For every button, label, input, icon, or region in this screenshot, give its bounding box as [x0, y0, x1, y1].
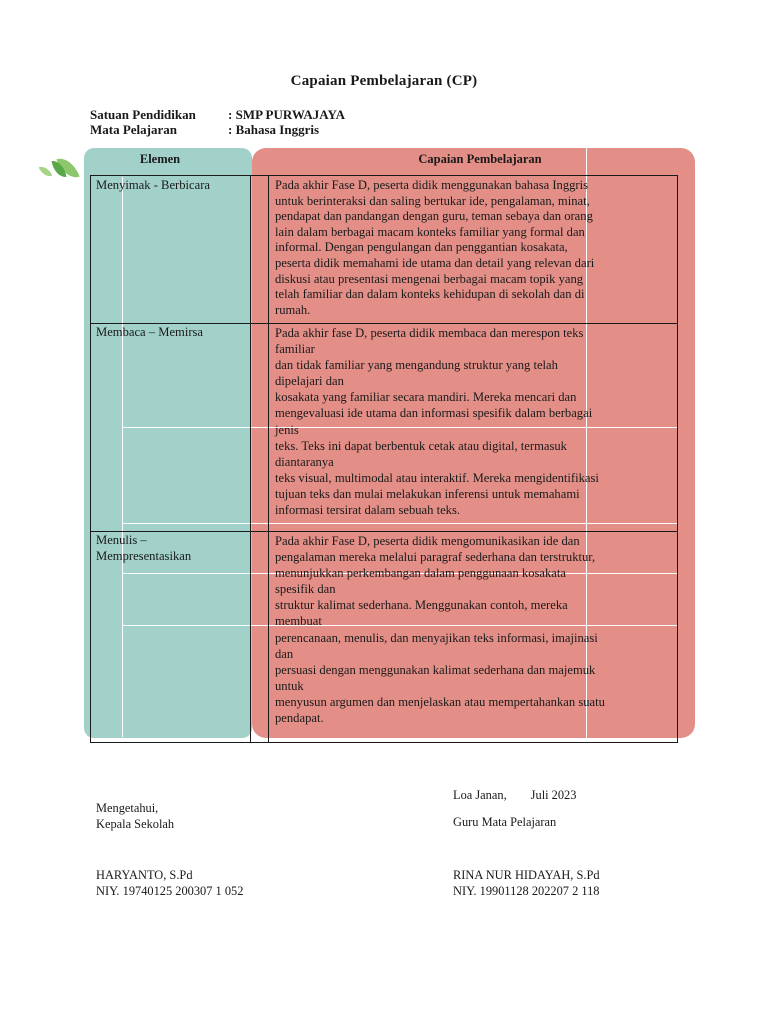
cp-line: kosakata yang familiar secara mandiri. Mereka mencari dan: [275, 390, 577, 405]
cp-line: dan tidak familiar yang mengandung struktur yang telah: [275, 358, 558, 373]
table-border-bottom: [90, 742, 678, 743]
table-row-elemen: [96, 533, 191, 564]
meta-label: Satuan Pendidikan: [90, 107, 196, 122]
signature-left: [96, 801, 174, 832]
document-title: Capaian Pembelajaran (CP): [290, 73, 478, 89]
cp-line: pengalaman mereka melalui paragraf sederhana dan terstruktur,: [275, 550, 596, 565]
table-column-divider: [268, 175, 269, 743]
cp-line: menunjukkan perkembangan dalam penggunaan kosakata: [275, 566, 566, 581]
cp-line: teks visual, multimodal atau interaktif. Mereka mengidentifikasi: [275, 470, 599, 485]
meta-label: Mata Pelajaran: [90, 122, 178, 137]
elemen-line: Membaca – Memirsa: [96, 325, 204, 339]
cp-line: menyusun argumen dan menjelaskan atau mempertahankan suatu: [275, 694, 605, 709]
cp-line: diantaranya: [275, 454, 334, 469]
cp-line: telah familiar dan dalam konteks kehidupan di sekolah dan di: [275, 287, 585, 302]
meta-value: : Bahasa Inggris: [228, 122, 320, 137]
table-row-divider: [90, 323, 678, 324]
cp-line: informasi tersirat dalam sebuah teks.: [275, 503, 461, 518]
elemen-line: Menyimak - Berbicara: [96, 178, 210, 192]
signature-place-date: [453, 788, 576, 804]
cp-line: pendapat.: [275, 711, 324, 726]
cp-line: untuk: [275, 678, 304, 693]
cp-line: jenis: [275, 422, 299, 437]
cp-line: untuk berinteraksi dan saling bertukar ide, pengalaman, minat,: [275, 193, 590, 208]
signature-right-id: NIY. 19901128 202207 2 118: [453, 883, 600, 898]
cp-line: mengevaluasi ide utama dan informasi spesifik dalam berbagai: [275, 406, 593, 421]
cp-line: dan: [275, 646, 294, 661]
signature-left-line2: Kepala Sekolah: [96, 816, 175, 831]
cp-line: diskusi atau presentasi mengenai berbagai macam topik yang: [275, 271, 584, 286]
signature-right-identity: [453, 868, 600, 899]
table-row-cp: [275, 533, 605, 726]
cp-line: familiar: [275, 342, 315, 357]
cp-line: Pada akhir Fase D, peserta didik menggunakan bahasa Inggris: [275, 178, 589, 192]
signature-right-name: RINA NUR HIDAYAH, S.Pd: [453, 868, 600, 882]
cp-line: peserta didik memahami ide utama dan detail yang relevan dari: [275, 255, 595, 270]
panel-guide-line: [122, 523, 677, 524]
cp-line: Pada akhir Fase D, peserta didik mengomunikasikan ide dan: [275, 534, 580, 548]
signature-left-identity: [96, 868, 243, 899]
cp-line: struktur kalimat sederhana. Menggunakan contoh, mereka: [275, 598, 568, 613]
cp-line: Pada akhir fase D, peserta didik membaca dan merespon teks: [275, 326, 584, 340]
signature-place: Loa Janan,: [453, 788, 507, 802]
signature-date: Juli 2023: [530, 788, 577, 802]
cp-line: teks. Teks ini dapat berbentuk cetak atau digital, termasuk: [275, 438, 567, 453]
cp-line: informal. Dengan pengulangan dan penggantian kosakata,: [275, 240, 568, 255]
meta-row-school: [90, 107, 345, 123]
signature-left-line1: Mengetahui,: [96, 801, 159, 815]
leaf-icon: [40, 154, 85, 186]
table-row-elemen: [96, 178, 210, 194]
cp-line: dipelajari dan: [275, 374, 344, 389]
cp-line: perencanaan, menulis, dan menyajikan teks informasi, imajinasi: [275, 630, 598, 645]
header-elemen: Elemen: [139, 152, 181, 166]
table-row-divider: [90, 531, 678, 532]
table-border-top: [90, 175, 678, 176]
cp-line: spesifik dan: [275, 582, 336, 597]
cp-line: persuasi dengan menggunakan kalimat sederhana dan majemuk: [275, 662, 596, 677]
cp-line: membuat: [275, 614, 322, 629]
cp-line: pendapat dan pandangan dengan guru, teman sebaya dan orang: [275, 209, 593, 224]
panel-guide-line: [122, 177, 123, 737]
table-row-cp: [275, 178, 594, 318]
elemen-line: Mempresentasikan: [96, 548, 192, 563]
signature-left-id: NIY. 19740125 200307 1 052: [96, 883, 244, 898]
signature-right-role: Guru Mata Pelajaran: [453, 815, 557, 829]
table-border-right: [677, 175, 678, 743]
meta-row-subject: [90, 122, 319, 138]
cp-line: lain dalam berbagai macam konteks familiar yang formal dan: [275, 224, 585, 239]
table-row-elemen: [96, 325, 203, 341]
header-capaian-pembelajaran: Capaian Pembelajaran: [418, 152, 542, 166]
elemen-line: Menulis –: [96, 533, 147, 547]
meta-value: : SMP PURWAJAYA: [228, 107, 346, 122]
signature-left-name: HARYANTO, S.Pd: [96, 868, 193, 882]
cp-line: tujuan teks dan mulai melakukan inferensi untuk memahami: [275, 486, 580, 501]
elemen-column-panel: [84, 148, 252, 738]
table-column-divider: [250, 175, 251, 743]
table-border-left: [90, 175, 91, 743]
cp-line: rumah.: [275, 302, 311, 317]
table-row-cp: [275, 325, 599, 518]
